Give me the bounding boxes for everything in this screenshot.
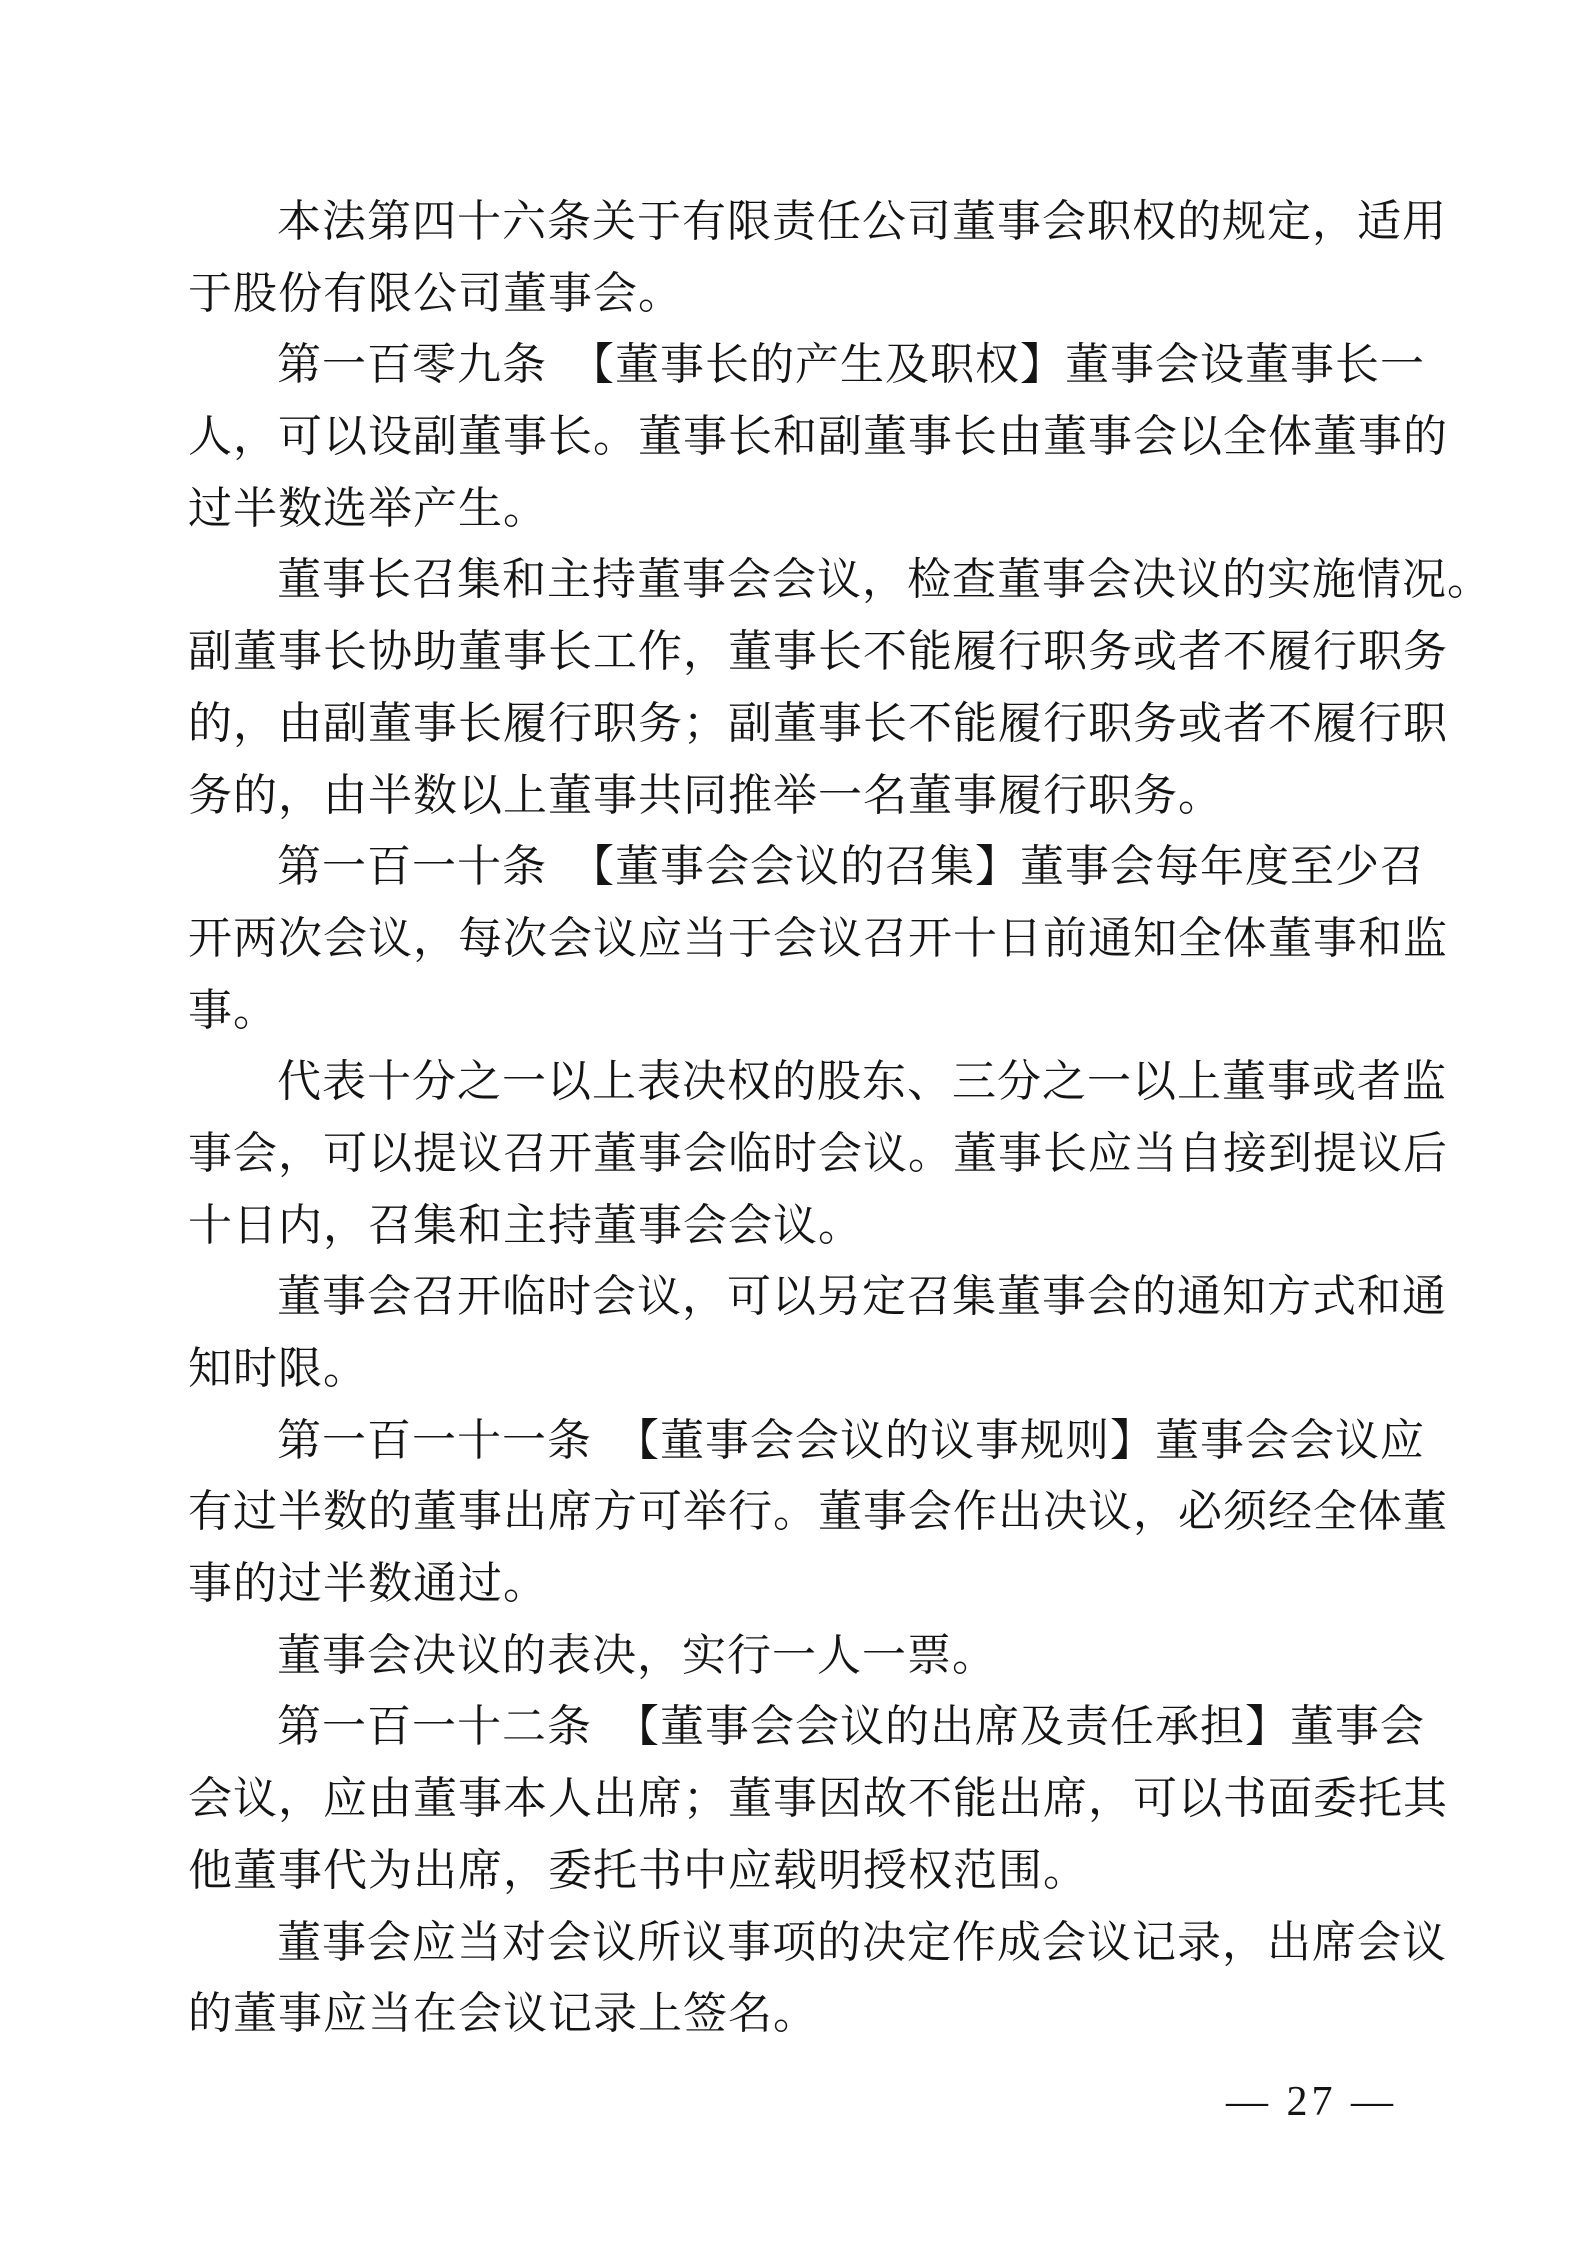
text-line: 他董事代为出席，委托书中应载明授权范围。 [188, 1845, 1088, 1895]
text-line: 事会，可以提议召开董事会临时会议。董事长应当自接到提议后 [188, 1128, 1448, 1178]
text-line: 会议，应由董事本人出席；董事因故不能出席，可以书面委托其 [188, 1774, 1448, 1824]
text-line: 十日内，召集和主持董事会会议。 [188, 1200, 863, 1250]
text-line: 副董事长协助董事长工作，董事长不能履行职务或者不履行职务 [188, 627, 1448, 677]
text-line: 的，由副董事长履行职务；副董事长不能履行职务或者不履行职 [188, 698, 1448, 748]
text-line: 开两次会议，每次会议应当于会议召开十日前通知全体董事和监 [188, 913, 1448, 963]
text-line: 代表十分之一以上表决权的股东、三分之一以上董事或者监 [277, 1057, 1447, 1107]
text-line: 第一百一十二条 【董事会会议的出席及责任承担】董事会 [277, 1702, 1425, 1752]
text-line: 第一百零九条 【董事长的产生及职权】董事会设董事长一 [277, 340, 1425, 390]
page-number: — 27 — [1226, 2079, 1397, 2125]
text-line: 董事会决议的表决，实行一人一票。 [277, 1630, 997, 1680]
text-line: 知时限。 [188, 1344, 368, 1393]
text-line: 人，可以设副董事长。董事长和副董事长由董事会以全体董事的 [188, 412, 1448, 462]
text-line: 事的过半数通过。 [188, 1559, 548, 1609]
text-line: 第一百一十一条 【董事会会议的议事规则】董事会会议应 [277, 1415, 1425, 1465]
text-line: 务的，由半数以上董事共同推举一名董事履行职务。 [188, 770, 1223, 820]
text-line: 有过半数的董事出席方可举行。董事会作出决议，必须经全体董 [188, 1487, 1448, 1537]
text-line: 事。 [188, 985, 278, 1035]
text-line: 董事会召开临时会议，可以另定召集董事会的通知方式和通 [277, 1272, 1447, 1322]
text-line: 董事会应当对会议所议事项的决定作成会议记录，出席会议 [277, 1917, 1447, 1967]
body-text [188, 186, 1492, 2050]
text-line: 过半数选举产生。 [188, 483, 548, 533]
text-line: 于股份有限公司董事会。 [188, 268, 683, 318]
text-line: 本法第四十六条关于有限责任公司董事会职权的规定，适用 [277, 197, 1447, 246]
text-line: 第一百一十条 【董事会会议的召集】董事会每年度至少召 [277, 842, 1425, 892]
text-line: 董事长召集和主持董事会会议，检查董事会决议的实施情况。 [277, 555, 1492, 605]
text-line: 的董事应当在会议记录上签名。 [188, 1989, 818, 2039]
